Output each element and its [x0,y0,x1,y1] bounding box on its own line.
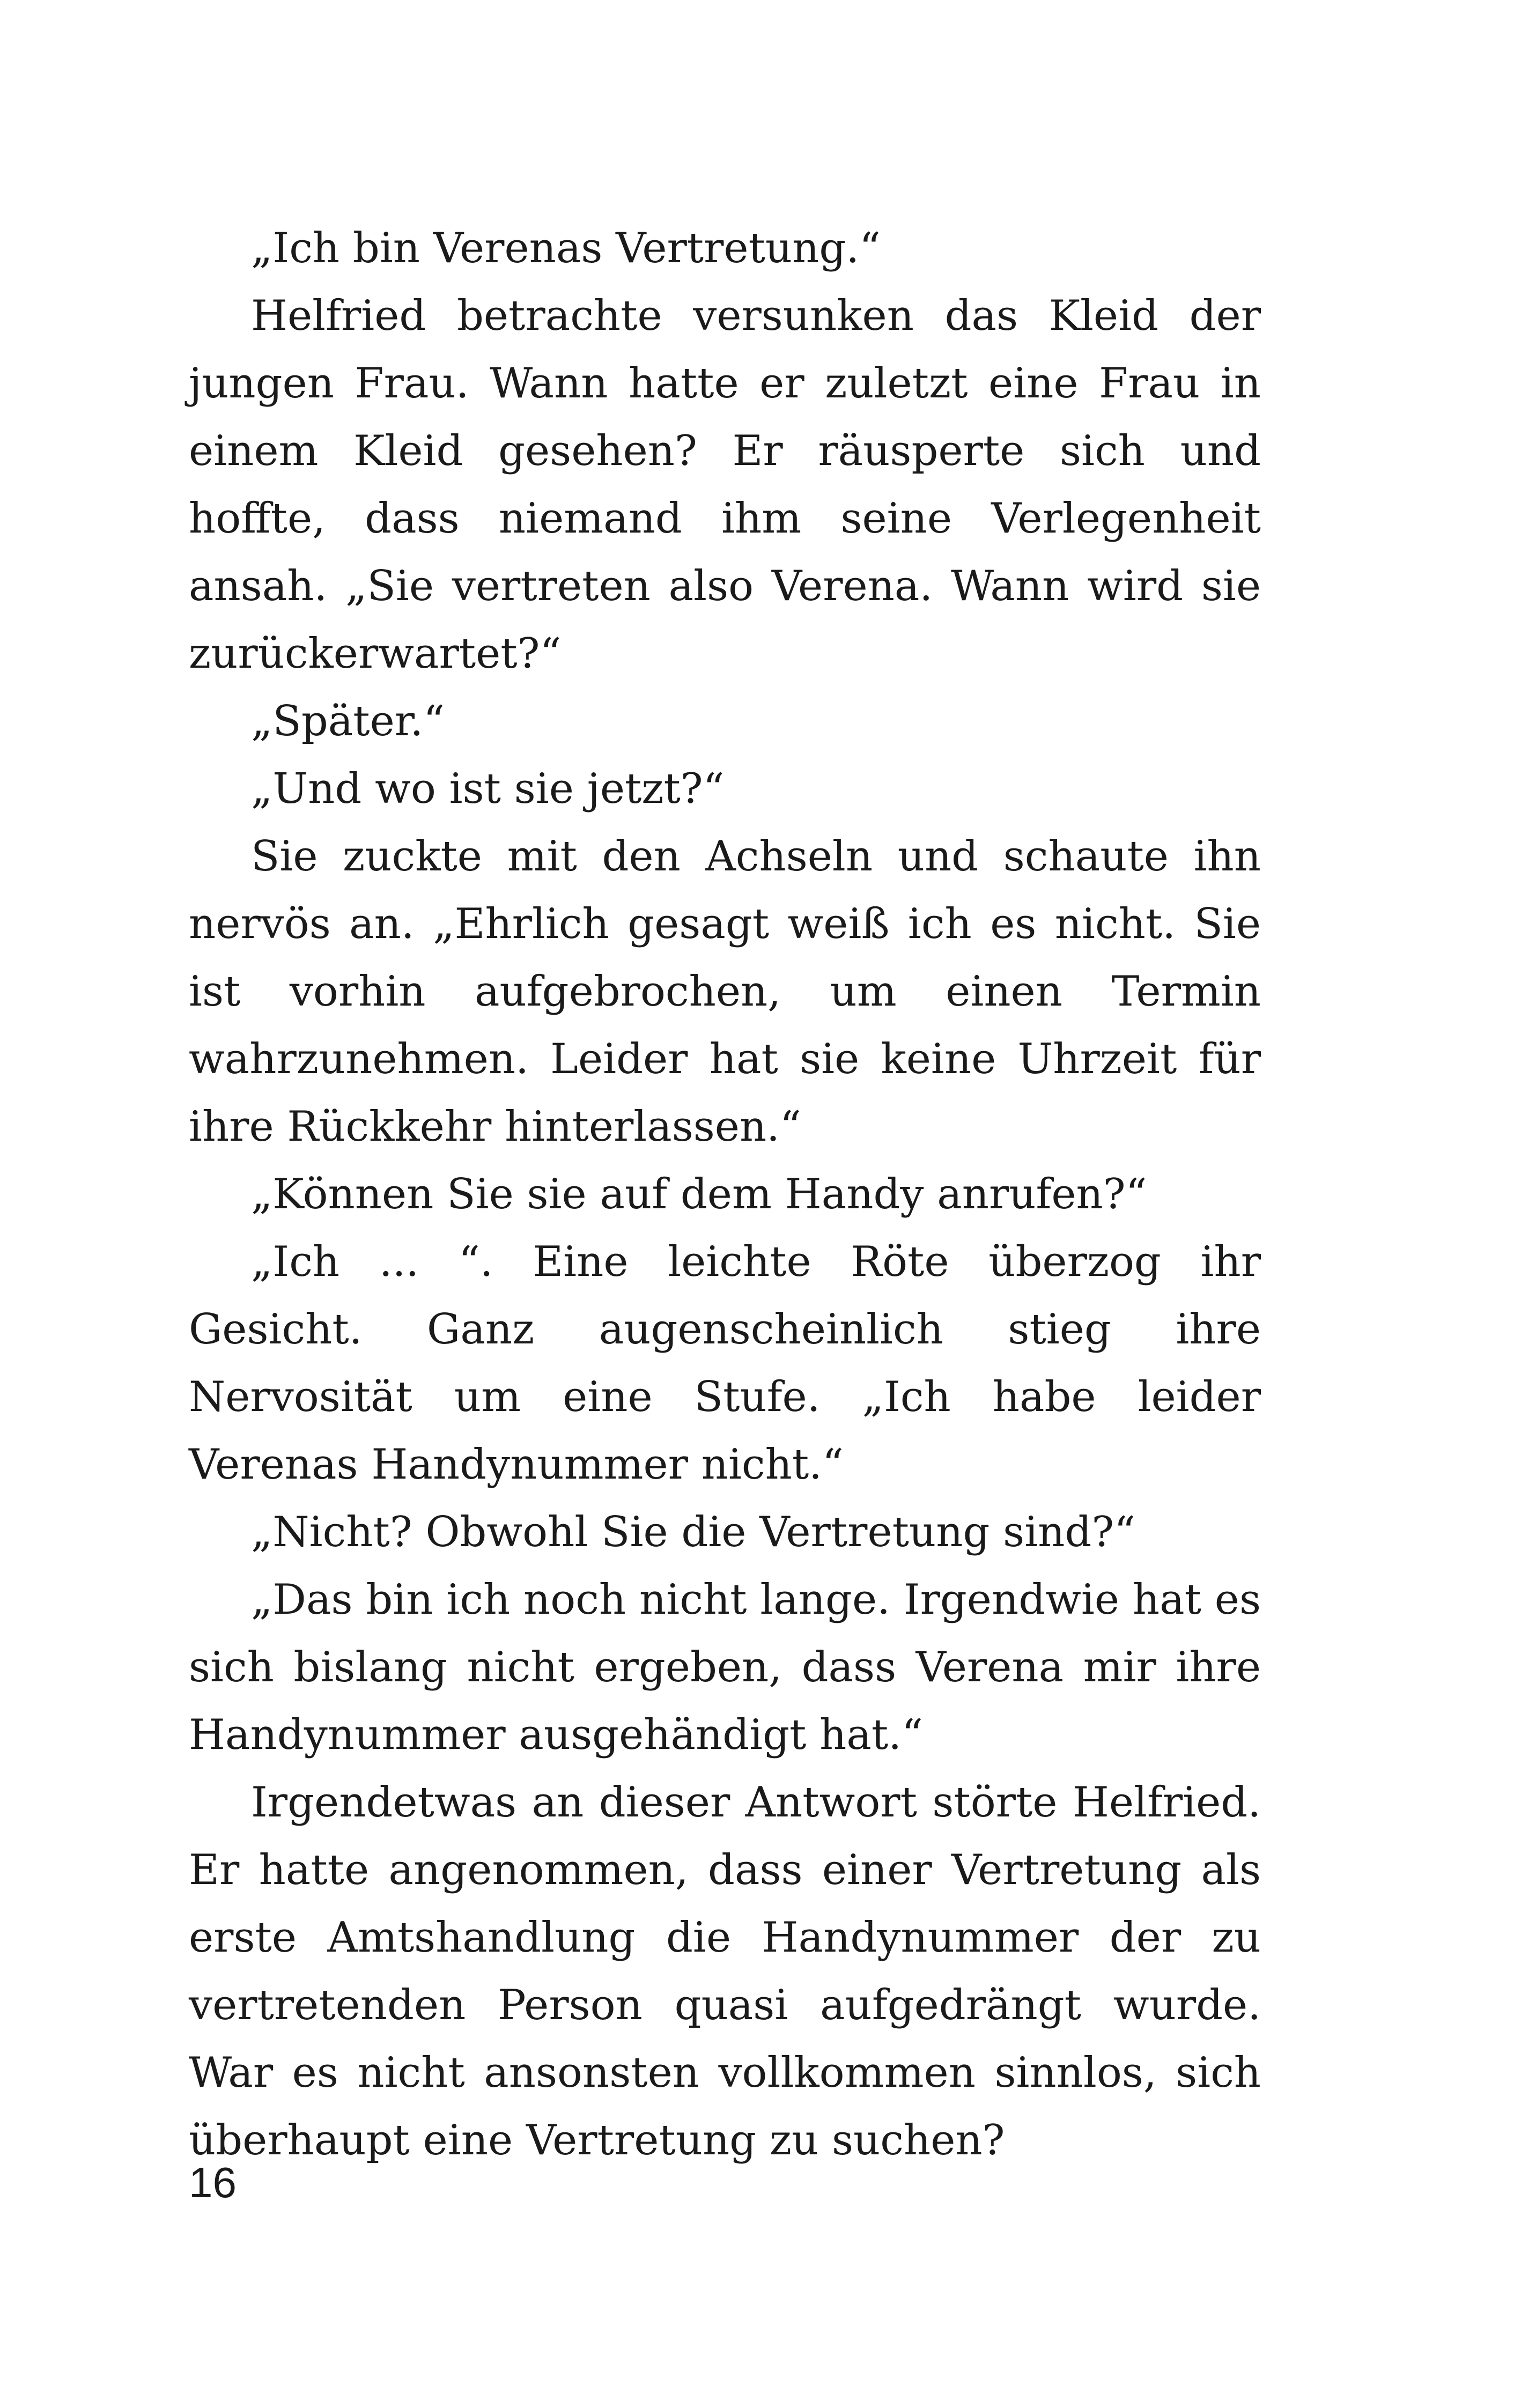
paragraph-5: Sie zuckte mit den Achseln und schaute ihn nervös an. „Ehrlich gesagt weiß ich es nicht. Sie ist vorhin aufgebrochen, um einen Termin wahrzunehmen. Leider hat sie keine Uhrzeit für ihre Rückkehr hinterlassen.“ [189,832,1261,1151]
paragraph-8: „Nicht? Obwohl Sie die Vertretung sind?“ [251,1508,1136,1556]
book-page-text [189,215,1261,2174]
paragraph-4: „Und wo ist sie jetzt?“ [251,765,725,813]
paragraph-2: Helfried betrachte versunken das Kleid der jungen Frau. Wann hatte er zuletzt eine Frau in einem Kleid gesehen? Er räusperte sich und hoffte, dass niemand ihm seine Verlegenheit ansah. „Sie vertreten also Verena. Wann wird sie zurückerwartet?“ [189,292,1261,678]
paragraph-6: „Können Sie sie auf dem Handy anrufen?“ [251,1170,1147,1218]
paragraph-3: „Später.“ [251,697,445,745]
paragraph-7: „Ich ... “. Eine leichte Röte überzog ihr Gesicht. Ganz augenscheinlich stieg ihre Nervosität um eine Stufe. „Ich habe leider Verenas Handynummer nicht.“ [189,1238,1261,1489]
paragraph-1: „Ich bin Verenas Vertretung.“ [251,224,881,272]
paragraph-10: Irgendetwas an dieser Antwort störte Helfried. Er hatte angenommen, dass einer Vertretung als erste Amtshandlung die Handynummer der zu vertretenden Person quasi aufgedrängt wurde. War es nicht ansonsten vollkommen sinnlos, sich überhaupt eine Vertretung zu suchen? [189,1778,1261,2165]
page-number: 16 [189,2159,237,2206]
paragraph-9: „Das bin ich noch nicht lange. Irgendwie hat es sich bislang nicht ergeben, dass Verena mir ihre Handynummer ausgehändigt hat.“ [189,1576,1261,1759]
